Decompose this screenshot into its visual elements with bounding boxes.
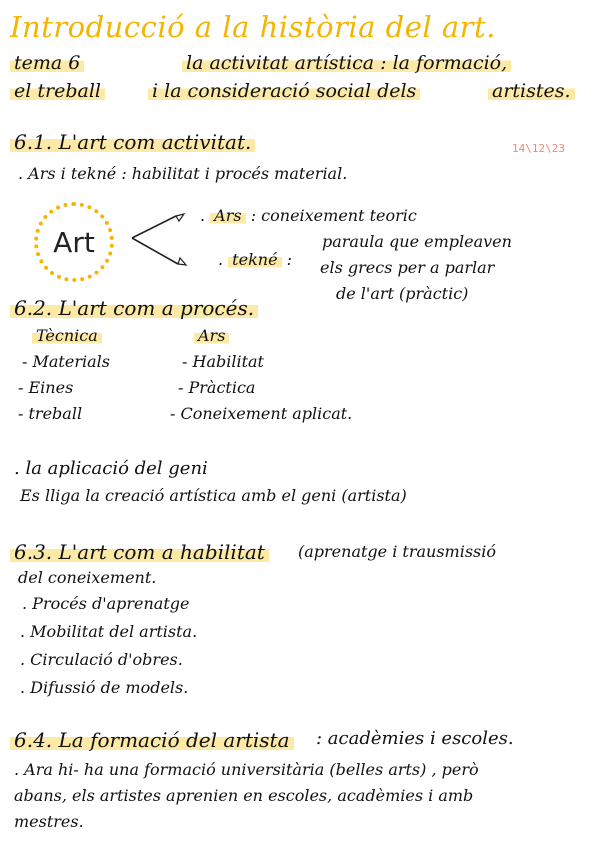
geni-line-2: Es lliga la creació artística amb el geni (artista) <box>20 486 407 505</box>
list-item: . Mobilitat del artista. <box>20 622 198 641</box>
section-4-heading: 6.4. La formació del artista <box>10 728 294 752</box>
section-2-heading: 6.2. L'art com a procés. <box>10 296 258 320</box>
tekne-def-1: paraula que empleaven <box>322 232 512 251</box>
page-title: Introducció a la història del art. <box>10 10 496 44</box>
art-circle <box>34 202 114 282</box>
section-3-line-2: del coneixement. <box>18 568 157 587</box>
section-1-intro: . Ars i tekné : habilitat i procés material. <box>18 164 348 183</box>
topic-line-2b: i la consideració social dels <box>148 80 420 102</box>
section-4-para-1: . Ara hi- ha una formació universitària (belles arts) , però <box>14 760 479 779</box>
list-item: - Coneixement aplicat. <box>170 404 353 423</box>
topic-label: tema 6 <box>10 52 84 74</box>
section-4-para-2: abans, els artistes aprenien en escoles, acadèmies i amb <box>14 786 474 805</box>
geni-line-1: . la aplicació del geni <box>14 458 208 479</box>
list-item: - Habilitat <box>182 352 264 371</box>
col-tecnica-head: Tècnica <box>32 326 102 345</box>
section-3-heading-rest: (aprenatge i trausmissió <box>298 542 497 561</box>
section-3-heading: 6.3. L'art com a habilitat <box>10 540 269 564</box>
branch-arrows <box>126 206 206 270</box>
tekne-def-3: de l'art (pràctic) <box>336 284 469 303</box>
date-stamp: 14\12\23 <box>512 142 565 155</box>
col-ars-head: Ars <box>194 326 229 345</box>
section-4-heading-rest: : acadèmies i escoles. <box>316 728 514 749</box>
tekne-term-line: . tekné : <box>218 250 293 269</box>
list-item: - Eines <box>18 378 74 397</box>
list-item: . Procés d'aprenatge <box>22 594 190 613</box>
list-item: . Difussió de models. <box>20 678 189 697</box>
topic-line-1: la activitat artística : la formació, <box>182 52 511 74</box>
topic-line-2c: artistes. <box>488 80 575 102</box>
topic-line-2a: el treball <box>10 80 105 102</box>
list-item: - Pràctica <box>178 378 256 397</box>
list-item: - treball <box>18 404 83 423</box>
ars-term-line: . Ars : coneixement teoric <box>200 206 417 225</box>
list-item: - Materials <box>22 352 110 371</box>
tekne-def-2: els grecs per a parlar <box>320 258 495 277</box>
art-label: Art <box>53 225 95 259</box>
section-4-para-3: mestres. <box>14 812 84 831</box>
section-1-heading: 6.1. L'art com activitat. <box>10 130 255 154</box>
list-item: . Circulació d'obres. <box>20 650 183 669</box>
